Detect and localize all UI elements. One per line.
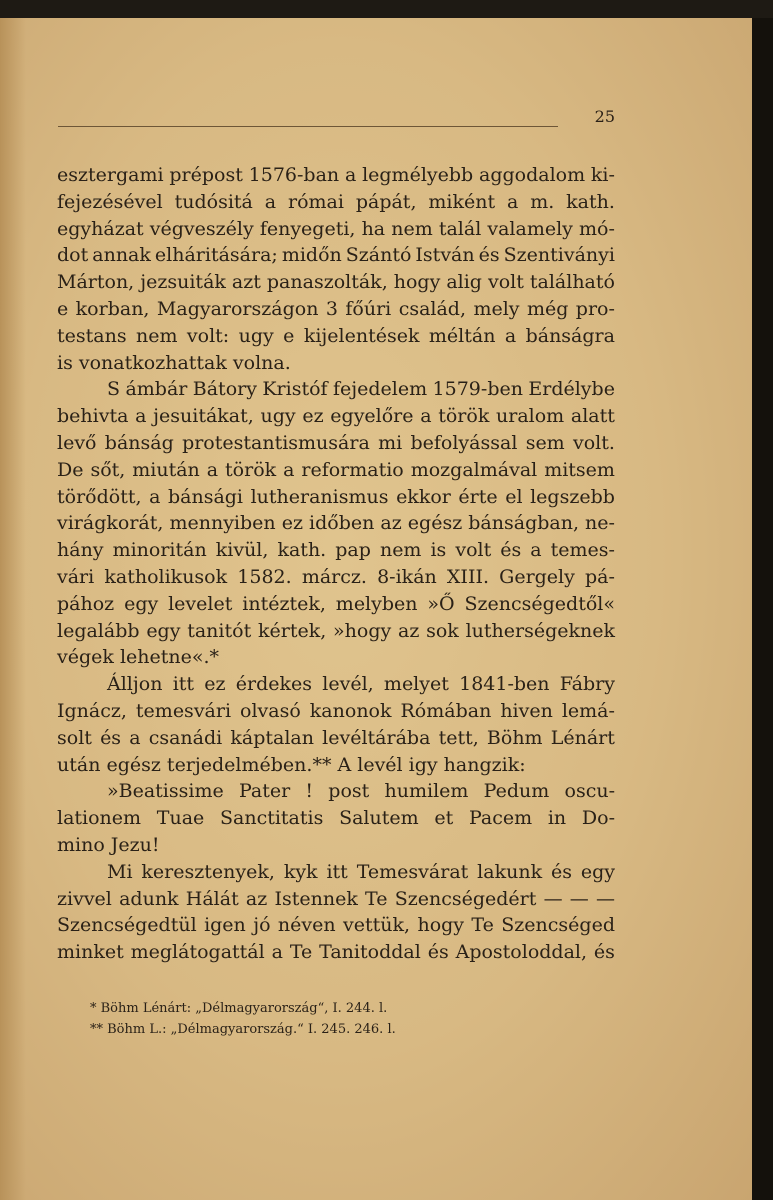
page-number: 25 bbox=[594, 107, 615, 126]
text-line: levő bánság protestantismusára mi befolyással sem volt. bbox=[57, 431, 615, 454]
text-line: fejezésével tudósitá a római pápát, miként a m. kath. bbox=[57, 190, 615, 213]
page-binding-shadow bbox=[0, 18, 26, 1200]
text-line: esztergami prépost 1576-ban a legmélyebb aggodalom ki- bbox=[57, 164, 615, 186]
text-line: mino Jezu! bbox=[57, 833, 160, 856]
text-line: behivta a jesuitákat, ugy ez egyelőre a török uralom alatt bbox=[57, 405, 615, 428]
text-line: Álljon itt ez érdekes levél, melyet 1841-ben Fábry bbox=[107, 673, 615, 696]
text-line: testans nem volt: ugy e kijelentések méltán a bánságra bbox=[57, 324, 615, 347]
text-line: Ignácz, temesvári olvasó kanonok Rómában hiven lemá- bbox=[57, 699, 615, 722]
text-line: lationem Tuae Sanctitatis Salutem et Pacem in Do- bbox=[57, 807, 615, 830]
text-line: végek lehetne«.* bbox=[57, 646, 220, 669]
text-line: hány minoritán kivül, kath. pap nem is volt és a temes- bbox=[57, 539, 615, 562]
text-line: e korban, Magyarországon 3 főúri család, mely még pro- bbox=[57, 297, 615, 320]
text-line: Szencségedtül igen jó néven vettük, hogy Te Szencséged bbox=[57, 914, 615, 937]
text-line: vári katholikusok 1582. márcz. 8-ikán XIII. Gergely pá- bbox=[57, 565, 615, 588]
text-line: törődött, a bánsági lutheranismus ekkor érte el legszebb bbox=[57, 485, 615, 508]
footnote: ** Böhm L.: „Délmagyarország.“ I. 245. 246. l. bbox=[90, 1022, 396, 1037]
footnote: * Böhm Lénárt: „Délmagyarország“, I. 244. l. bbox=[90, 1001, 388, 1016]
text-line: legalább egy tanitót kértek, »hogy az sok lutherségeknek bbox=[57, 619, 615, 642]
footnotes bbox=[90, 998, 550, 1040]
text-line: virágkorát, mennyiben ez időben az egész bánságban, ne- bbox=[57, 512, 615, 535]
page-right-edge bbox=[752, 18, 773, 1200]
text-line: zivvel adunk Hálát az Istennek Te Szencségedért — — — bbox=[57, 887, 615, 910]
text-line: egyházat végveszély fenyegeti, ha nem talál valamely mó- bbox=[57, 217, 615, 240]
text-line: Márton, jezsuiták azt panaszolták, hogy alig volt található bbox=[57, 271, 615, 294]
body-text bbox=[57, 162, 615, 966]
text-line: dot annak elháritására; midőn Szántó István és Szentiványi bbox=[57, 244, 615, 267]
text-line: S ámbár Bátory Kristóf fejedelem 1579-ben Erdélybe bbox=[107, 378, 615, 401]
text-line: De sőt, miután a török a reformatio mozgalmával mitsem bbox=[57, 458, 615, 481]
text-line: pához egy levelet intéztek, melyben »Ő Szencségedtől« bbox=[57, 592, 615, 615]
text-line: is vonatkozhattak volna. bbox=[57, 351, 291, 374]
text-line: után egész terjedelmében.** A levél igy hangzik: bbox=[57, 753, 526, 776]
book-page bbox=[0, 18, 752, 1200]
text-line: solt és a csanádi káptalan levéltárába tett, Böhm Lénárt bbox=[57, 726, 615, 749]
header-rule bbox=[58, 126, 558, 127]
text-line: minket meglátogattál a Te Tanitoddal és Apostoloddal, és bbox=[57, 941, 615, 964]
text-line: Mi keresztenyek, kyk itt Temesvárat lakunk és egy bbox=[107, 860, 615, 883]
text-line: »Beatissime Pater ! post humilem Pedum oscu- bbox=[107, 780, 615, 803]
